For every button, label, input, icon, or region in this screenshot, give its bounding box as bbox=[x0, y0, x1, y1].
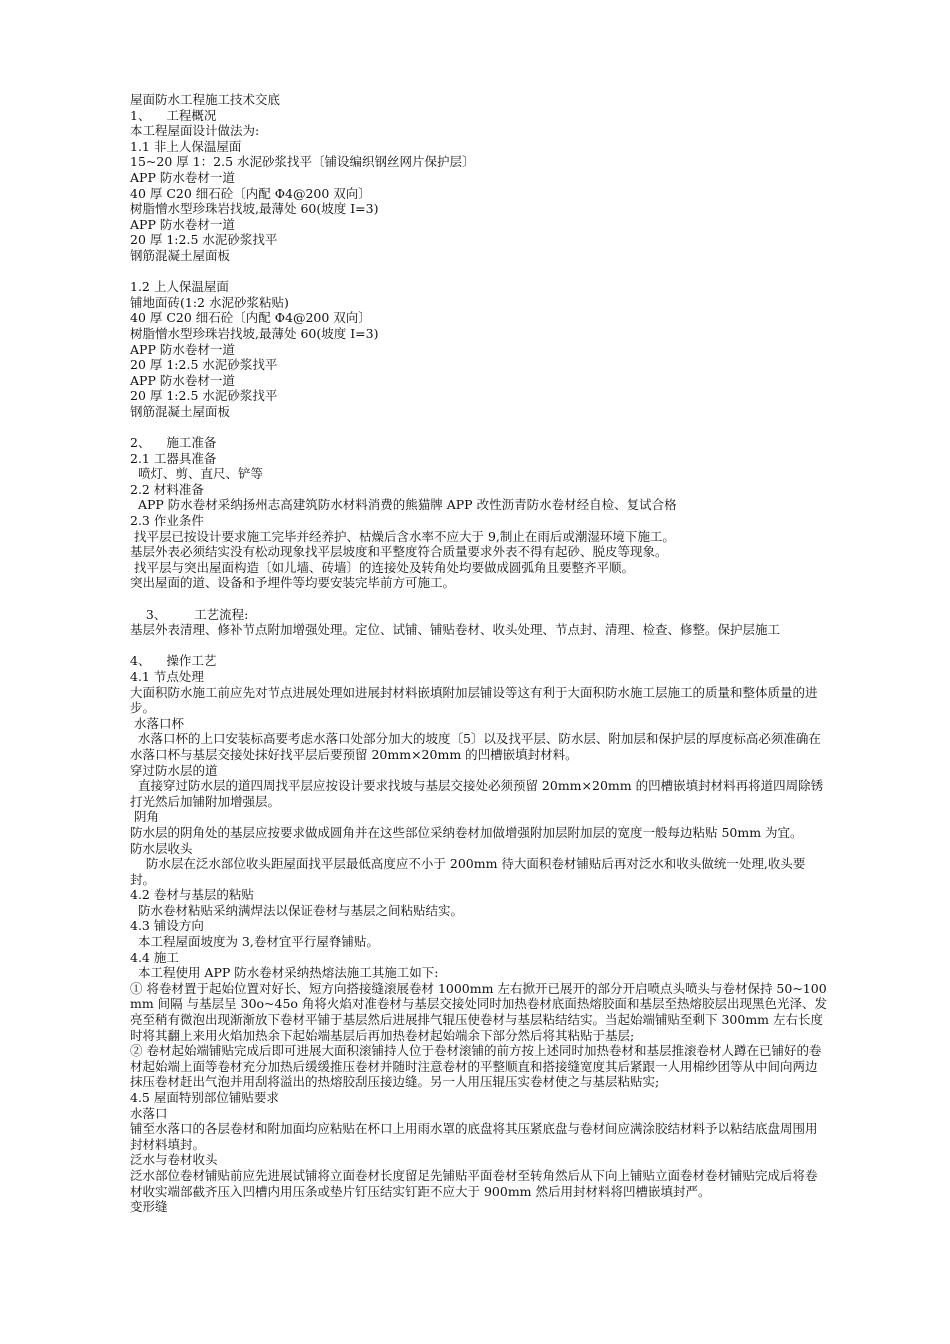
section-1-1-heading: 1.1 非上人保温屋面 bbox=[130, 138, 242, 154]
construction-step-2: ② 卷材起始端铺贴完成后即可进展大面积滚铺持人位于卷材滚铺的前方按上述同时加热卷材和基层推滚卷材人蹲在已铺好的卷材起始端上面等卷材充分加热后缓缓推压卷材并随时注意卷材的平整顺直和搭接缝宽度其后紧跟一人用棉纱团等从中间向两边抹压卷材赶出气泡并用刮将溢出的热熔胶刮压接边缝。另一人用压辊压实卷材使之与基层粘贴实; bbox=[130, 1043, 822, 1090]
flashing-text: 泛水部位卷材铺贴前应先进展试铺将立面卷材长度留足先铺贴平面卷材至转角然后从下向上铺贴立面卷材卷材铺贴完成后将卷材收实端部截齐压入凹槽内用压条或垫片钉压结实钉距不应大于 900mm 然后用封材料将凹槽嵌填封严。 bbox=[130, 1167, 818, 1199]
bonding-text: 防水卷材粘贴采纳满焊法以保证卷材与基层之间粘贴结实。 bbox=[130, 902, 463, 918]
section-3-heading: 3、 工艺流程: bbox=[130, 606, 249, 622]
roof-layer-line: 20 厚 1:2.5 水泥砂浆找平 bbox=[130, 232, 278, 248]
section-2-heading: 2、 施工准备 bbox=[130, 435, 217, 451]
flashing-heading: 泛水与卷材收头 bbox=[130, 1152, 218, 1168]
drain-cup-heading: 水落口杯 bbox=[130, 715, 184, 731]
inner-corner-text: 防水层的阴角处的基层应按要求做成圆角并在这些部位采纳卷材加做增强附加层附加层的宽度一般每边粘贴 50mm 为宜。 bbox=[130, 824, 803, 840]
edge-finish-text: 防水层在泛水部位收头距屋面找平层最低高度应不小于 200mm 待大面积卷材铺贴后再对泛水和收头做统一处理,收头要封。 bbox=[130, 856, 806, 887]
roof-layer-line: APP 防水卷材一道 bbox=[130, 216, 235, 232]
node-treatment-text: 大面积防水施工前应先对节点进展处理如进展封材料嵌填附加层铺设等这有利于大面积防水施工层施工的质量和整体质量的进步。 bbox=[130, 684, 818, 716]
section-4-2-heading: 4.2 卷材与基层的粘贴 bbox=[130, 887, 254, 903]
work-condition-line: 基层外表必须结实没有松动现象找平层坡度和平整度符合质量要求外表不得有起砂、脱皮等现象。 bbox=[130, 544, 668, 560]
roof-layer-line: 树脂憎水型珍珠岩找坡,最薄处 60(坡度 I=3) bbox=[130, 325, 379, 341]
section-4-4-heading: 4.4 施工 bbox=[130, 949, 179, 965]
expansion-joint-heading: 变形缝 bbox=[130, 1199, 168, 1215]
section-4-5-heading: 4.5 屋面特别部位铺贴要求 bbox=[130, 1090, 279, 1105]
blank-line bbox=[130, 638, 828, 654]
blank-line bbox=[130, 591, 828, 607]
pipe-text: 直接穿过防水层的道四周找平层应按设计要求找坡与基层交接处必须预留 20mm×20mm 的凹槽嵌填封材料再将道四周除锈打光然后加铺附加增强层。 bbox=[130, 778, 824, 809]
roof-layer-line: 钢筋混凝土屋面板 bbox=[130, 247, 231, 263]
pipe-heading: 穿过防水层的道 bbox=[130, 762, 218, 778]
process-text: 基层外表清理、修补节点附加增强处理。定位、试铺、铺贴卷材、收头处理、节点封、清理、检查、修整。保护层施工 bbox=[130, 622, 781, 638]
section-4-heading: 4、 操作工艺 bbox=[130, 653, 217, 669]
laying-direction-text: 本工程屋面坡度为 3,卷材宜平行屋脊铺贴。 bbox=[130, 934, 379, 950]
section-2-1-heading: 2.1 工器具准备 bbox=[130, 450, 217, 466]
roof-layer-line: 树脂憎水型珍珠岩找坡,最薄处 60(坡度 I=3) bbox=[130, 201, 379, 217]
document-page bbox=[130, 92, 828, 1215]
section-4-1-heading: 4.1 节点处理 bbox=[130, 668, 204, 684]
roof-layer-line: APP 防水卷材一道 bbox=[130, 341, 235, 357]
work-condition-line: 找平层已按设计要求施工完毕并经养护、枯燥后含水率不应大于 9,制止在雨后或潮湿环境下施工。 bbox=[130, 528, 675, 544]
roof-layer-line: 15~20 厚 1：2.5 水泥砂浆找平〔铺设编织钢丝网片保护层〕 bbox=[130, 154, 475, 170]
section-4-3-heading: 4.3 铺设方向 bbox=[130, 918, 204, 934]
section-2-3-heading: 2.3 作业条件 bbox=[130, 513, 204, 529]
outlet-text: 铺至水落口的各层卷材和附加面均应粘贴在杯口上用雨水罩的底盘将其压紧底盘与卷材间应满涂胶结材料予以粘结底盘周围用封材料填封。 bbox=[130, 1121, 818, 1152]
construction-intro: 本工程使用 APP 防水卷材采纳热熔法施工其施工如下: bbox=[130, 965, 439, 981]
work-condition-line: 找平层与突出屋面构造〔如儿墙、砖墙〕的连接处及转角处均要做成圆弧角且要整齐平顺。 bbox=[130, 559, 634, 575]
inner-corner-heading: 阴角 bbox=[130, 809, 159, 825]
work-condition-line: 突出屋面的道、设备和予埋件等均要安装完毕前方可施工。 bbox=[130, 575, 456, 591]
drain-cup-text: 水落口杯的上口安装标高要考虑水落口处部分加大的坡度〔5〕以及找平层、防水层、附加层和保护层的厚度标高必须准确在水落口杯与基层交接处抹好找平层后要预留 20mm×20mm 的凹槽嵌填封材料。 bbox=[130, 731, 821, 762]
blank-line bbox=[130, 419, 828, 435]
edge-finish-heading: 防水层收头 bbox=[130, 840, 193, 856]
roof-layer-line: 40 厚 C20 细石砼〔内配 Φ4@200 双向〕 bbox=[130, 185, 371, 201]
section-1-intro: 本工程屋面设计做法为: bbox=[130, 123, 260, 139]
roof-layer-line: 20 厚 1:2.5 水泥砂浆找平 bbox=[130, 357, 278, 373]
roof-layer-line: APP 防水卷材一道 bbox=[130, 169, 235, 185]
section-2-2-heading: 2.2 材料准备 bbox=[130, 481, 204, 497]
roof-layer-line: 20 厚 1:2.5 水泥砂浆找平 bbox=[130, 388, 278, 404]
roof-layer-line: APP 防水卷材一道 bbox=[130, 372, 235, 388]
outlet-heading: 水落口 bbox=[130, 1105, 168, 1121]
blank-line bbox=[130, 264, 828, 280]
document-title: 屋面防水工程施工技术交底 bbox=[130, 92, 281, 107]
construction-step-1: ① 将卷材置于起始位置对好长、短方向搭接缝滚展卷材 1000mm 左右掀开已展开的部分开启喷点头喷头与卷材保持 50~100mm 间隔 与基层呈 30o~45o 角将火焰对准卷材与基层交接处同时加热卷材底面热熔胶面和基层至热熔胶层出现黑色光泽、发亮至稍有微泡出现渐渐放下卷材平铺于基层然后进展排气辊压使卷材与基层粘结结实。当起始端铺贴至剩下 300mm 左右长度时将其翻上来用火焰加热余下起始端基层后再加热卷材起始端余下部分然后将其粘贴于基层; bbox=[130, 980, 827, 1043]
roof-layer-line: 40 厚 C20 细石砼〔内配 Φ4@200 双向〕 bbox=[130, 310, 371, 326]
roof-layer-line: 铺地面砖(1:2 水泥砂浆粘贴) bbox=[130, 294, 289, 310]
materials-text: APP 防水卷材采纳扬州志高建筑防水材料消费的熊猫牌 APP 改性沥青防水卷材经自检、复试合格 bbox=[130, 497, 677, 513]
roof-layer-line: 钢筋混凝土屋面板 bbox=[130, 403, 231, 419]
tools-text: 喷灯、剪、直尺、铲等 bbox=[130, 466, 263, 482]
section-1-2-heading: 1.2 上人保温屋面 bbox=[130, 279, 229, 295]
section-1-heading: 1、 工程概况 bbox=[130, 107, 217, 123]
